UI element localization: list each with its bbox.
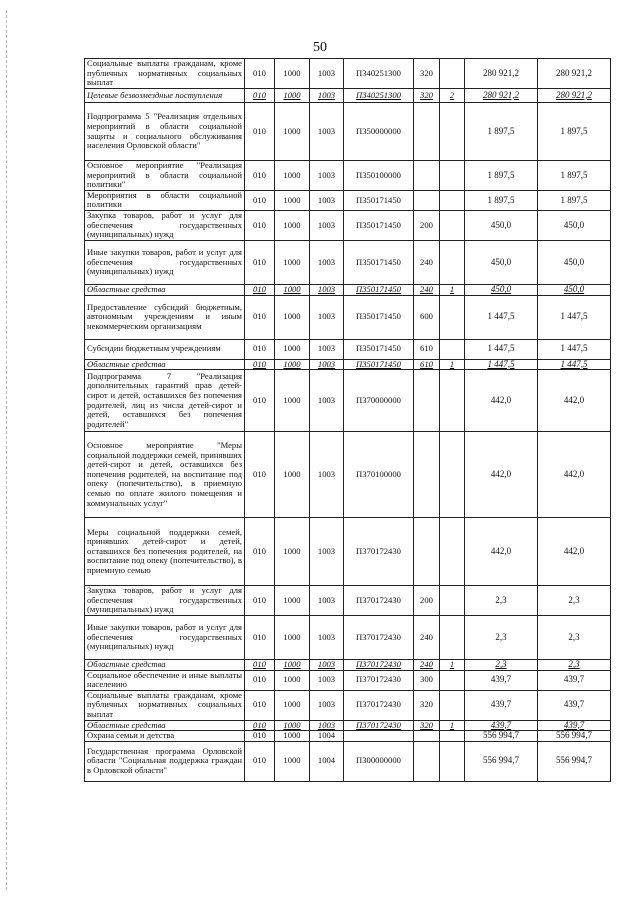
subsection-code: 1003	[310, 670, 344, 690]
fund-source-code	[440, 161, 465, 191]
expense-type-code: 240	[414, 284, 440, 295]
row-name: Охрана семьи и детства	[85, 731, 245, 742]
row-name: Мероприятия в области социальной политики	[85, 190, 245, 210]
table-row	[85, 518, 611, 586]
subsection-code: 1003	[310, 432, 344, 518]
row-name: Социальное обеспечение и иные выплаты населению	[85, 670, 245, 690]
section-code: 1000	[275, 670, 310, 690]
table-row	[85, 339, 611, 359]
target-article-code: П370172430	[344, 720, 414, 731]
expense-type-code	[414, 432, 440, 518]
section-code: 1000	[275, 615, 310, 659]
row-name: Социальные выплаты гражданам, кроме публичных нормативных социальных выплат	[85, 59, 245, 89]
target-article-code	[344, 731, 414, 742]
amount-year-1: 556 994,7	[465, 741, 538, 781]
target-article-code: П370172430	[344, 670, 414, 690]
ministry-code: 010	[245, 432, 275, 518]
table-row	[85, 370, 611, 432]
fund-source-code: 1	[440, 359, 465, 370]
subsection-code: 1003	[310, 690, 344, 720]
ministry-code: 010	[245, 103, 275, 161]
ministry-code: 010	[245, 731, 275, 742]
row-name: Иные закупки товаров, работ и услуг для обеспечения государственных (муниципальных) нужд	[85, 240, 245, 284]
page-number: 50	[313, 40, 327, 55]
target-article-code: П340251300	[344, 59, 414, 89]
target-article-code: П350171450	[344, 295, 414, 339]
subsection-code: 1003	[310, 586, 344, 616]
target-article-code: П350000000	[344, 103, 414, 161]
subsection-code: 1004	[310, 741, 344, 781]
section-code: 1000	[275, 284, 310, 295]
amount-year-1: 1 897,5	[465, 161, 538, 191]
ministry-code: 010	[245, 720, 275, 731]
amount-year-2: 1 897,5	[538, 161, 611, 191]
expense-type-code: 200	[414, 210, 440, 240]
row-name: Закупка товаров, работ и услуг для обеспечения государственных (муниципальных) нужд	[85, 210, 245, 240]
amount-year-1: 1 447,5	[465, 359, 538, 370]
amount-year-1: 439,7	[465, 670, 538, 690]
fund-source-code	[440, 518, 465, 586]
row-name: Государственная программа Орловской области "Социальная поддержка граждан в Орловской области"	[85, 741, 245, 781]
subsection-code: 1003	[310, 720, 344, 731]
section-code: 1000	[275, 240, 310, 284]
row-name: Подпрограмма 5 "Реализация отдельных мероприятий в области социальной защиты и социального обслуживания населения Орловской области"	[85, 103, 245, 161]
ministry-code: 010	[245, 518, 275, 586]
row-name: Областные средства	[85, 359, 245, 370]
amount-year-2: 556 994,7	[538, 741, 611, 781]
target-article-code: П370172430	[344, 518, 414, 586]
expense-type-code	[414, 190, 440, 210]
expense-type-code: 320	[414, 89, 440, 103]
fund-source-code: 1	[440, 284, 465, 295]
amount-year-1: 439,7	[465, 720, 538, 731]
fund-source-code	[440, 190, 465, 210]
section-code: 1000	[275, 690, 310, 720]
expense-type-code: 240	[414, 615, 440, 659]
amount-year-1: 1 447,5	[465, 295, 538, 339]
fund-source-code: 2	[440, 89, 465, 103]
amount-year-2: 2,3	[538, 586, 611, 616]
target-article-code: П350171450	[344, 339, 414, 359]
target-article-code: П370172430	[344, 690, 414, 720]
row-name: Областные средства	[85, 720, 245, 731]
table-row	[85, 89, 611, 103]
amount-year-2: 1 447,5	[538, 339, 611, 359]
target-article-code: П350171450	[344, 240, 414, 284]
table-row	[85, 741, 611, 781]
table-row	[85, 690, 611, 720]
amount-year-1: 1 447,5	[465, 339, 538, 359]
table-row	[85, 59, 611, 89]
fund-source-code	[440, 670, 465, 690]
table-row	[85, 103, 611, 161]
target-article-code: П350171450	[344, 284, 414, 295]
amount-year-2: 556 994,7	[538, 731, 611, 742]
expense-type-code: 610	[414, 359, 440, 370]
amount-year-1: 280 921,2	[465, 89, 538, 103]
amount-year-2: 439,7	[538, 690, 611, 720]
subsection-code: 1003	[310, 240, 344, 284]
ministry-code: 010	[245, 690, 275, 720]
amount-year-2: 280 921,2	[538, 59, 611, 89]
amount-year-2: 1 897,5	[538, 103, 611, 161]
fund-source-code	[440, 59, 465, 89]
scan-margin-line	[6, 10, 7, 890]
fund-source-code	[440, 210, 465, 240]
amount-year-2: 450,0	[538, 210, 611, 240]
amount-year-2: 442,0	[538, 432, 611, 518]
amount-year-2: 442,0	[538, 518, 611, 586]
ministry-code: 010	[245, 586, 275, 616]
ministry-code: 010	[245, 359, 275, 370]
target-article-code: П350100000	[344, 161, 414, 191]
amount-year-1: 442,0	[465, 432, 538, 518]
amount-year-2: 1 447,5	[538, 295, 611, 339]
expense-type-code	[414, 103, 440, 161]
table-row	[85, 295, 611, 339]
amount-year-2: 1 897,5	[538, 190, 611, 210]
section-code: 1000	[275, 731, 310, 742]
amount-year-1: 439,7	[465, 690, 538, 720]
fund-source-code: 1	[440, 659, 465, 670]
table-row	[85, 432, 611, 518]
section-code: 1000	[275, 339, 310, 359]
row-name: Меры социальной поддержки семей, принявших детей-сирот и детей, оставшихся без попечения родителей, на воспитание под опеку (попечительство), в приемную семью	[85, 518, 245, 586]
subsection-code: 1003	[310, 284, 344, 295]
subsection-code: 1004	[310, 731, 344, 742]
fund-source-code	[440, 295, 465, 339]
amount-year-2: 450,0	[538, 284, 611, 295]
fund-source-code	[440, 741, 465, 781]
subsection-code: 1003	[310, 103, 344, 161]
ministry-code: 010	[245, 89, 275, 103]
section-code: 1000	[275, 161, 310, 191]
expense-type-code	[414, 370, 440, 432]
table-row	[85, 659, 611, 670]
amount-year-2: 450,0	[538, 240, 611, 284]
section-code: 1000	[275, 89, 310, 103]
amount-year-1: 2,3	[465, 659, 538, 670]
row-name: Субсидии бюджетным учреждениям	[85, 339, 245, 359]
amount-year-1: 450,0	[465, 284, 538, 295]
expense-type-code	[414, 731, 440, 742]
table-row	[85, 720, 611, 731]
row-name: Иные закупки товаров, работ и услуг для обеспечения государственных (муниципальных) нужд	[85, 615, 245, 659]
row-name: Социальные выплаты гражданам, кроме публичных нормативных социальных выплат	[85, 690, 245, 720]
row-name: Основное мероприятие "Реализация мероприятий в области социальной политики"	[85, 161, 245, 191]
row-name: Подпрограмма 7 "Реализация дополнительных гарантий прав детей-сирот и детей, оставшихся без попечения родителей, лиц из числа детей-сирот и детей, оставшихся без попечения родителей"	[85, 370, 245, 432]
expense-type-code	[414, 161, 440, 191]
section-code: 1000	[275, 370, 310, 432]
section-code: 1000	[275, 103, 310, 161]
target-article-code: П370100000	[344, 432, 414, 518]
expense-type-code: 320	[414, 690, 440, 720]
amount-year-2: 442,0	[538, 370, 611, 432]
budget-table	[84, 58, 611, 782]
ministry-code: 010	[245, 210, 275, 240]
section-code: 1000	[275, 586, 310, 616]
ministry-code: 010	[245, 615, 275, 659]
table-row	[85, 586, 611, 616]
fund-source-code	[440, 615, 465, 659]
fund-source-code	[440, 731, 465, 742]
table-row	[85, 359, 611, 370]
expense-type-code: 320	[414, 720, 440, 731]
amount-year-2: 1 447,5	[538, 359, 611, 370]
subsection-code: 1003	[310, 210, 344, 240]
ministry-code: 010	[245, 59, 275, 89]
row-name: Целевые безвозмездные поступления	[85, 89, 245, 103]
subsection-code: 1003	[310, 518, 344, 586]
fund-source-code: 1	[440, 720, 465, 731]
amount-year-2: 2,3	[538, 615, 611, 659]
target-article-code: П370172430	[344, 586, 414, 616]
row-name: Предоставление субсидий бюджетным, автономным учреждениям и иным некоммерческим организациям	[85, 295, 245, 339]
subsection-code: 1003	[310, 295, 344, 339]
amount-year-1: 1 897,5	[465, 190, 538, 210]
fund-source-code	[440, 240, 465, 284]
expense-type-code	[414, 741, 440, 781]
row-name: Основное мероприятие "Меры социальной поддержки семей, принявших детей-сирот и детей, оставшихся без попечения родителей, на воспитание под опеку (попечительство), в приемную семью по оплате жилого помещения и коммунальных услуг"	[85, 432, 245, 518]
fund-source-code	[440, 432, 465, 518]
expense-type-code: 600	[414, 295, 440, 339]
amount-year-1: 1 897,5	[465, 103, 538, 161]
subsection-code: 1003	[310, 615, 344, 659]
target-article-code: П350171450	[344, 190, 414, 210]
ministry-code: 010	[245, 670, 275, 690]
ministry-code: 010	[245, 284, 275, 295]
subsection-code: 1003	[310, 59, 344, 89]
section-code: 1000	[275, 59, 310, 89]
amount-year-2: 280 921,2	[538, 89, 611, 103]
section-code: 1000	[275, 518, 310, 586]
table-row	[85, 670, 611, 690]
target-article-code: П300000000	[344, 741, 414, 781]
amount-year-2: 439,7	[538, 670, 611, 690]
expense-type-code: 240	[414, 240, 440, 284]
ministry-code: 010	[245, 161, 275, 191]
section-code: 1000	[275, 210, 310, 240]
amount-year-1: 450,0	[465, 240, 538, 284]
amount-year-1: 450,0	[465, 210, 538, 240]
table-row	[85, 161, 611, 191]
section-code: 1000	[275, 190, 310, 210]
amount-year-2: 2,3	[538, 659, 611, 670]
row-name: Областные средства	[85, 284, 245, 295]
section-code: 1000	[275, 432, 310, 518]
row-name: Областные средства	[85, 659, 245, 670]
table-row	[85, 731, 611, 742]
subsection-code: 1003	[310, 370, 344, 432]
ministry-code: 010	[245, 339, 275, 359]
amount-year-1: 442,0	[465, 518, 538, 586]
row-name: Закупка товаров, работ и услуг для обеспечения государственных (муниципальных) нужд	[85, 586, 245, 616]
fund-source-code	[440, 370, 465, 432]
fund-source-code	[440, 690, 465, 720]
section-code: 1000	[275, 359, 310, 370]
amount-year-1: 556 994,7	[465, 731, 538, 742]
table-row	[85, 210, 611, 240]
expense-type-code: 320	[414, 59, 440, 89]
table-row	[85, 190, 611, 210]
subsection-code: 1003	[310, 659, 344, 670]
target-article-code: П370172430	[344, 615, 414, 659]
amount-year-1: 442,0	[465, 370, 538, 432]
section-code: 1000	[275, 295, 310, 339]
ministry-code: 010	[245, 370, 275, 432]
expense-type-code: 200	[414, 586, 440, 616]
subsection-code: 1003	[310, 161, 344, 191]
table-row	[85, 240, 611, 284]
ministry-code: 010	[245, 240, 275, 284]
section-code: 1000	[275, 659, 310, 670]
target-article-code: П370172430	[344, 659, 414, 670]
fund-source-code	[440, 586, 465, 616]
expense-type-code: 610	[414, 339, 440, 359]
subsection-code: 1003	[310, 89, 344, 103]
table-row	[85, 284, 611, 295]
expense-type-code: 300	[414, 670, 440, 690]
ministry-code: 010	[245, 295, 275, 339]
ministry-code: 010	[245, 659, 275, 670]
subsection-code: 1003	[310, 359, 344, 370]
target-article-code: П340251300	[344, 89, 414, 103]
amount-year-2: 439,7	[538, 720, 611, 731]
target-article-code: П370000000	[344, 370, 414, 432]
section-code: 1000	[275, 741, 310, 781]
table-row	[85, 615, 611, 659]
target-article-code: П350171450	[344, 210, 414, 240]
amount-year-1: 2,3	[465, 615, 538, 659]
expense-type-code	[414, 518, 440, 586]
amount-year-1: 2,3	[465, 586, 538, 616]
section-code: 1000	[275, 720, 310, 731]
expense-type-code: 240	[414, 659, 440, 670]
fund-source-code	[440, 103, 465, 161]
subsection-code: 1003	[310, 339, 344, 359]
fund-source-code	[440, 339, 465, 359]
ministry-code: 010	[245, 190, 275, 210]
target-article-code: П350171450	[344, 359, 414, 370]
ministry-code: 010	[245, 741, 275, 781]
subsection-code: 1003	[310, 190, 344, 210]
amount-year-1: 280 921,2	[465, 59, 538, 89]
